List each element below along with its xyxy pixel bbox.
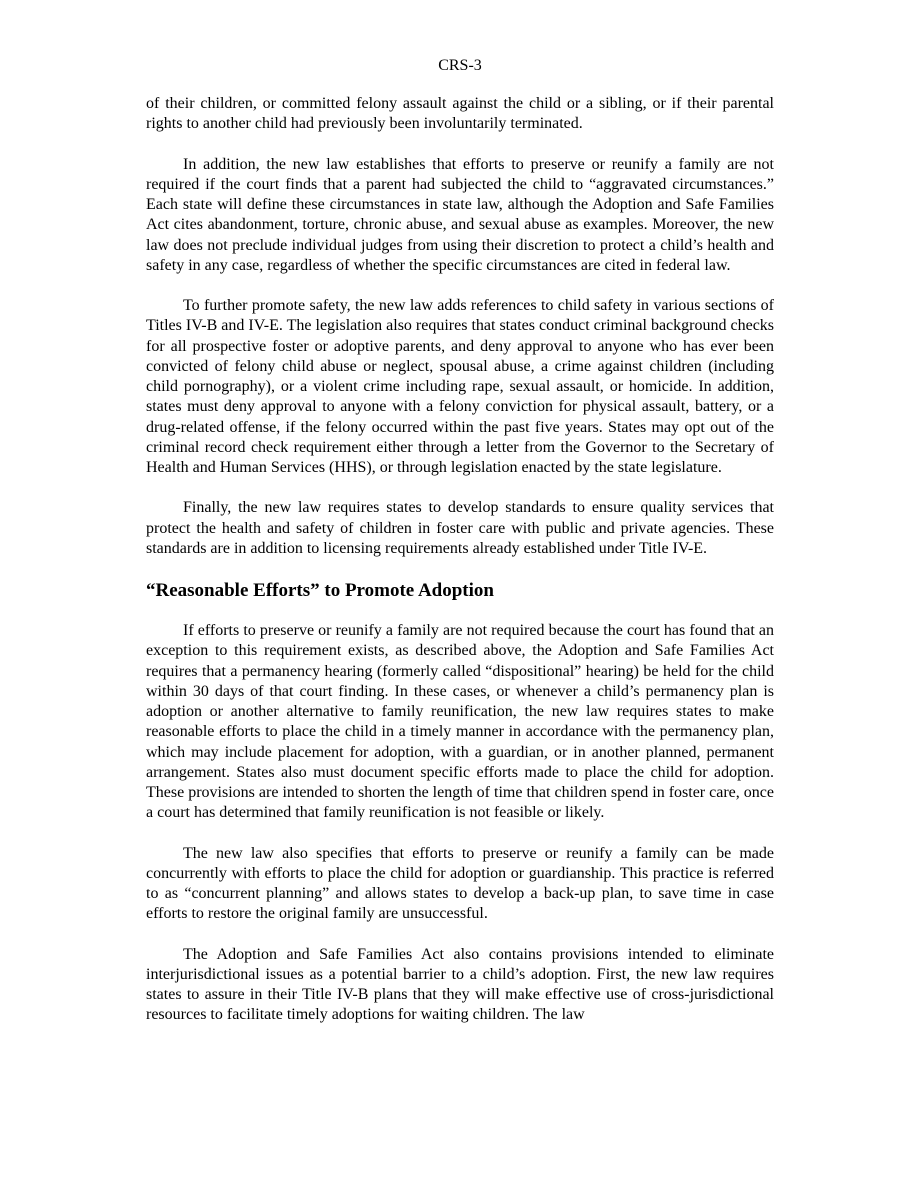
section-heading: “Reasonable Efforts” to Promote Adoption	[146, 580, 494, 601]
paragraph-aggravated-circumstances: In addition, the new law establishes that efforts to preserve or reunify a family are not required if the court finds that a parent had subjected the child to “aggravated circumstances.” Each state will define these circumstances in state law, although the Adoption and Safe Families Act cites abandonment, torture, chronic abuse, and sexual abuse as examples. Moreover, the new law does not preclude individual judges from using their discretion to protect a child’s health and safety in any case, regardless of whether the specific circumstances are cited in federal law.	[146, 155, 774, 274]
paragraph-permanency-hearing: If efforts to preserve or reunify a family are not required because the court has found that an exception to this requirement exists, as described above, the Adoption and Safe Families Act requires that a permanency hearing (formerly called “dispositional” hearing) be held for the child within 30 days of that court finding. In these cases, or whenever a child’s permanency plan is adoption or another alternative to family reunification, the new law requires states to make reasonable efforts to place the child in a timely manner in accordance with the permanency plan, which may include placement for adoption, with a guardian, or in another planned, permanent arrangement. States also must document specific efforts made to place the child for adoption. These provisions are intended to shorten the length of time that children spend in foster care, once a court has determined that family reunification is not feasible or likely.	[146, 622, 774, 822]
paragraph-child-safety: To further promote safety, the new law adds references to child safety in various sections of Titles IV-B and IV-E. The legislation also requires that states conduct criminal background checks for all prospective foster or adoptive parents, and deny approval to anyone who has ever been convicted of felony child abuse or neglect, spousal abuse, a crime against children (including child pornography), or a violent crime including rape, sexual assault, or homicide. In addition, states must deny approval to anyone with a felony conviction for physical assault, battery, or a drug-related offense, if the felony occurred within the past five years. States may opt out of the criminal record check requirement either through a letter from the Governor to the Secretary of Health and Human Services (HHS), or through legislation enacted by the state legislature.	[146, 297, 775, 476]
page-number-header: CRS-3	[438, 57, 482, 74]
document-body	[146, 94, 774, 1046]
paragraph-quality-standards: Finally, the new law requires states to develop standards to ensure quality services that protect the health and safety of children in foster care with public and private agencies. These standards are in addition to licensing requirements already established under Title IV-E.	[146, 499, 774, 557]
paragraph-concurrent-planning: The new law also specifies that efforts to preserve or reunify a family can be made concurrently with efforts to place the child for adoption or guardianship. This practice is referred to as “concurrent planning” and allows states to develop a back-up plan, to save time in case efforts to restore the original family are unsuccessful.	[146, 844, 774, 923]
paragraph-continuation: of their children, or committed felony assault against the child or a sibling, or if their parental rights to another child had previously been involuntarily terminated.	[146, 95, 774, 133]
paragraph-interjurisdictional: The Adoption and Safe Families Act also contains provisions intended to eliminate interjurisdictional issues as a potential barrier to a child’s adoption. First, the new law requires states to assure in their Title IV-B plans that they will make effective use of cross-jurisdictional resources to facilitate timely adoptions for waiting children. The law	[146, 945, 774, 1024]
